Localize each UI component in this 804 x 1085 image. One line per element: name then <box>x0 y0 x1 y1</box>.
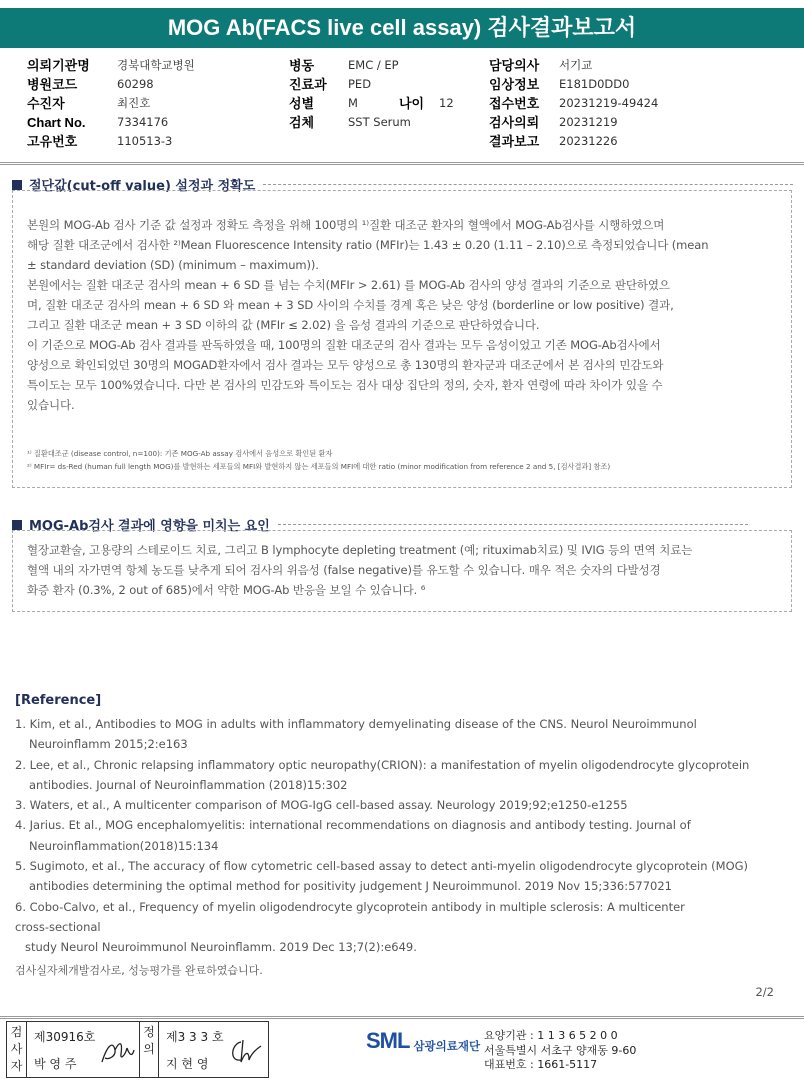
reference-line: cross-sectional <box>15 919 101 934</box>
patient-info-col2 <box>289 56 459 132</box>
section2-box <box>12 530 792 612</box>
reference-line: antibodies. Journal of Neuroinflammation (2018)15:302 <box>29 777 348 792</box>
info-value: SST Serum <box>348 115 411 129</box>
info-value: M <box>348 96 358 110</box>
signature-role-char: 의 <box>143 1042 155 1056</box>
signature-role-char: 사 <box>10 1042 23 1056</box>
info-value: 최진호 <box>117 96 151 110</box>
section2-title-text: MOG-Ab검사 결과에 영향을 미치는 요인 <box>29 519 270 534</box>
footnote: ²⁾ MFIr= ds-Red (human full length MOG)를 발현하는 세포들의 MFI와 발현하지 않는 세포들의 MFI에 대한 ratio (minor modification from reference 2 and 5, [검사결과] 참조) <box>27 462 611 471</box>
reference-line: 5. Sugimoto, et al., The accuracy of flow cytometric cell-based assay to detect anti-myelin oligodendrocyte glycoprotein (MOG) <box>15 859 749 874</box>
signature-box <box>6 1021 269 1078</box>
reference-line: 1. Kim, et al., Antibodies to MOG in adults with inflammatory demyelinating disease of the CNS. Neurol Neuroimmunol <box>15 717 697 731</box>
company-logo <box>366 1028 480 1054</box>
section1-line: 있습니다. <box>27 398 75 412</box>
reference-line: study Neurol Neuroimmunol Neuroinflamm. 2019 Dec 13;7(2):e649. <box>25 940 417 955</box>
info-value: 7334176 <box>117 115 169 129</box>
info-row <box>289 75 459 94</box>
info-row <box>27 113 267 132</box>
reference-line: antibodies determining the optimal method for positivity judgement J Neuroimmunol. 2019 Nov 15;336:577021 <box>29 879 672 894</box>
logo-text: 삼광의료재단 <box>413 1039 481 1053</box>
info-row <box>289 113 459 132</box>
info-value: 60298 <box>117 77 154 91</box>
footer-divider <box>0 1016 804 1019</box>
section1-line: 그리고 질환 대조군 mean + 3 SD 이하의 값 (MFIr ≤ 2.02) 을 음성 결과의 기준으로 판단하였습니다. <box>27 318 540 332</box>
info-value: EMC / EP <box>348 58 399 72</box>
patient-info-col1 <box>27 56 267 151</box>
lab-info <box>484 1029 636 1073</box>
section1-line: 양성으로 확인되었던 30명의 MOGAD환자에서 검사 결과는 모두 양성으로 총 130명의 환자군과 대조군에서 본 검사의 민감도와 <box>27 358 664 372</box>
info-label: 병동 <box>289 58 315 73</box>
patient-info-col3 <box>489 56 789 151</box>
age-label: 나이 <box>399 96 425 111</box>
info-row <box>27 75 267 94</box>
logo-mark: SML <box>366 1028 410 1053</box>
reference-line: Neuroinflammation(2018)15:134 <box>29 838 219 853</box>
page-number: 2/2 <box>755 985 774 999</box>
info-label: 진료과 <box>289 77 327 92</box>
info-value: 20231226 <box>559 134 618 148</box>
report-title: MOG Ab(FACS live cell assay) 검사결과보고서 <box>0 8 804 48</box>
info-value: E181D0DD0 <box>559 77 630 91</box>
info-row <box>489 75 789 94</box>
info-row <box>27 94 267 113</box>
section1-line: 특이도는 모두 100%였습니다. 다만 본 검사의 민감도와 특이도는 검사 대상 집단의 정의, 숫자, 환자 연령에 따라 차이가 있을 수 <box>27 378 663 392</box>
info-label: 담당의사 <box>489 58 540 73</box>
info-value: 20231219-49424 <box>559 96 659 110</box>
reference-title: [Reference] <box>15 693 102 708</box>
footnotes <box>27 447 610 473</box>
signature-role-char: 검 <box>10 1025 23 1039</box>
section1-line: ± standard deviation (SD) (minimum – maximum)). <box>27 258 319 272</box>
footnote: ¹⁾ 질환대조군 (disease control, n=100): 기존 MOG-Ab assay 검사에서 음성으로 확인된 환자 <box>27 449 333 458</box>
section1-title-text: 절단값(cut-off value) 설정과 정확도 <box>29 179 256 194</box>
section1-line: 며, 질환 대조군 검사의 mean + 6 SD 와 mean + 3 SD 사이의 수치를 경계 혹은 낮은 양성 (borderline or low positive) 결과, <box>27 298 674 312</box>
info-row <box>489 94 789 113</box>
info-label: 수진자 <box>27 96 65 111</box>
signature-scribble-1-icon <box>99 1036 137 1068</box>
signature-role-label-2 <box>139 1022 159 1077</box>
reference-line: 6. Cobo-Calvo, et al., Frequency of myelin oligodendrocyte glycoprotein antibody in multiple sclerosis: A multicenter <box>15 899 685 914</box>
section1-line: 이 기준으로 MOG-Ab 검사 결과를 판독하였을 때, 100명의 질환 대조군의 검사 결과는 모두 음성이었고 기존 MOG-Ab검사에서 <box>27 338 661 352</box>
info-row <box>27 56 267 75</box>
dashed-rule <box>278 524 748 525</box>
info-row <box>489 56 789 75</box>
info-label: 검사의뢰 <box>489 115 540 130</box>
section2-line: 혈액 내의 자가면역 항체 농도를 낮추게 되어 검사의 위음성 (false negative)를 유도할 수 있습니다. 매우 적은 숫자의 다발성경 <box>27 563 661 577</box>
lab-info-line: 대표번호 : 1661-5117 <box>484 1058 598 1071</box>
info-row <box>489 132 789 151</box>
info-label: 고유번호 <box>27 134 78 149</box>
info-label: 접수번호 <box>489 96 540 111</box>
info-value: PED <box>348 77 372 91</box>
section1-box <box>12 190 792 488</box>
info-value: 경북대학교병원 <box>117 58 195 72</box>
signature-scribble-2-icon <box>227 1036 265 1068</box>
info-value: 20231219 <box>559 115 618 129</box>
info-label: 의뢰기관명 <box>27 58 90 73</box>
signature-license-2: 제3 3 3 호 <box>166 1030 224 1044</box>
reference-line: 3. Waters, et al., A multicenter comparison of MOG-IgG cell-based assay. Neurology 2019;92;e1250-e1255 <box>15 798 628 813</box>
lab-info-line: 요양기관 : 1 1 3 6 5 2 0 0 <box>484 1029 618 1042</box>
section1-line: 본원의 MOG-Ab 검사 기준 값 설정과 정확도 측정을 위해 100명의 ¹⁾질환 대조군 환자의 혈액에서 MOG-Ab검사를 시행하였으며 <box>27 218 665 232</box>
info-label: 임상정보 <box>489 77 540 92</box>
info-row <box>27 132 267 151</box>
info-label: 성별 <box>289 96 315 111</box>
signature-role-char: 자 <box>10 1059 23 1073</box>
section1-line: 해당 질환 대조군에서 검사한 ²⁾Mean Fluorescence Intensity ratio (MFIr)는 1.43 ± 0.20 (1.11 – 2.10)으로 측정되었습니다 (mean <box>27 238 709 252</box>
reference-list <box>15 714 795 981</box>
section2-line: 화증 환자 (0.3%, 2 out of 685)에서 약한 MOG-Ab 반응을 보일 수 있습니다. ⁶ <box>27 583 426 597</box>
signature-name-1: 박 영 주 <box>34 1057 77 1071</box>
square-bullet-icon <box>12 520 22 530</box>
reference-line: 2. Lee, et al., Chronic relapsing inflammatory optic neuropathy(CRION): a manifestation of myelin oligodendrocyte glycoprotein <box>15 757 750 772</box>
section2-line: 혈장교환술, 고용량의 스테로이드 치료, 그리고 B lymphocyte depleting treatment (예; rituximab치료) 및 IVIG 등의 면역 치료는 <box>27 543 693 557</box>
reference-line: 4. Jarius. Et al., MOG encephalomyelitis: international recommendations on diagnosis and antibody testing. Journal of <box>15 818 691 833</box>
info-row <box>289 56 459 75</box>
square-bullet-icon <box>12 180 22 190</box>
closing-note: 검사실자체개발검사로, 성능평가를 완료하였습니다. <box>15 963 263 977</box>
signature-role-char: 정 <box>143 1025 155 1039</box>
info-row <box>289 94 459 113</box>
section1-line: 본원에서는 질환 대조군 검사의 mean + 6 SD 를 넘는 수치(MFIr > 2.61) 를 MOG-Ab 검사의 양성 결과의 기준으로 판단하였으 <box>27 278 670 292</box>
header-divider <box>0 162 804 165</box>
info-label: 결과보고 <box>489 134 540 149</box>
signature-name-2: 지 현 영 <box>166 1057 209 1071</box>
lab-info-line: 서울특별시 서초구 양재동 9-60 <box>484 1043 637 1057</box>
info-label: 검체 <box>289 115 315 130</box>
signature-license-1: 제30916호 <box>34 1030 96 1044</box>
info-label: Chart No. <box>27 115 86 130</box>
dashed-rule <box>263 184 793 185</box>
info-value: 서기교 <box>559 58 593 72</box>
info-row <box>489 113 789 132</box>
info-value: 110513-3 <box>117 134 173 148</box>
info-label: 병원코드 <box>27 77 78 92</box>
age-value: 12 <box>439 96 454 110</box>
reference-line: Neuroinflamm 2015;2:e163 <box>29 737 188 752</box>
signature-role-label-1 <box>7 1022 27 1077</box>
